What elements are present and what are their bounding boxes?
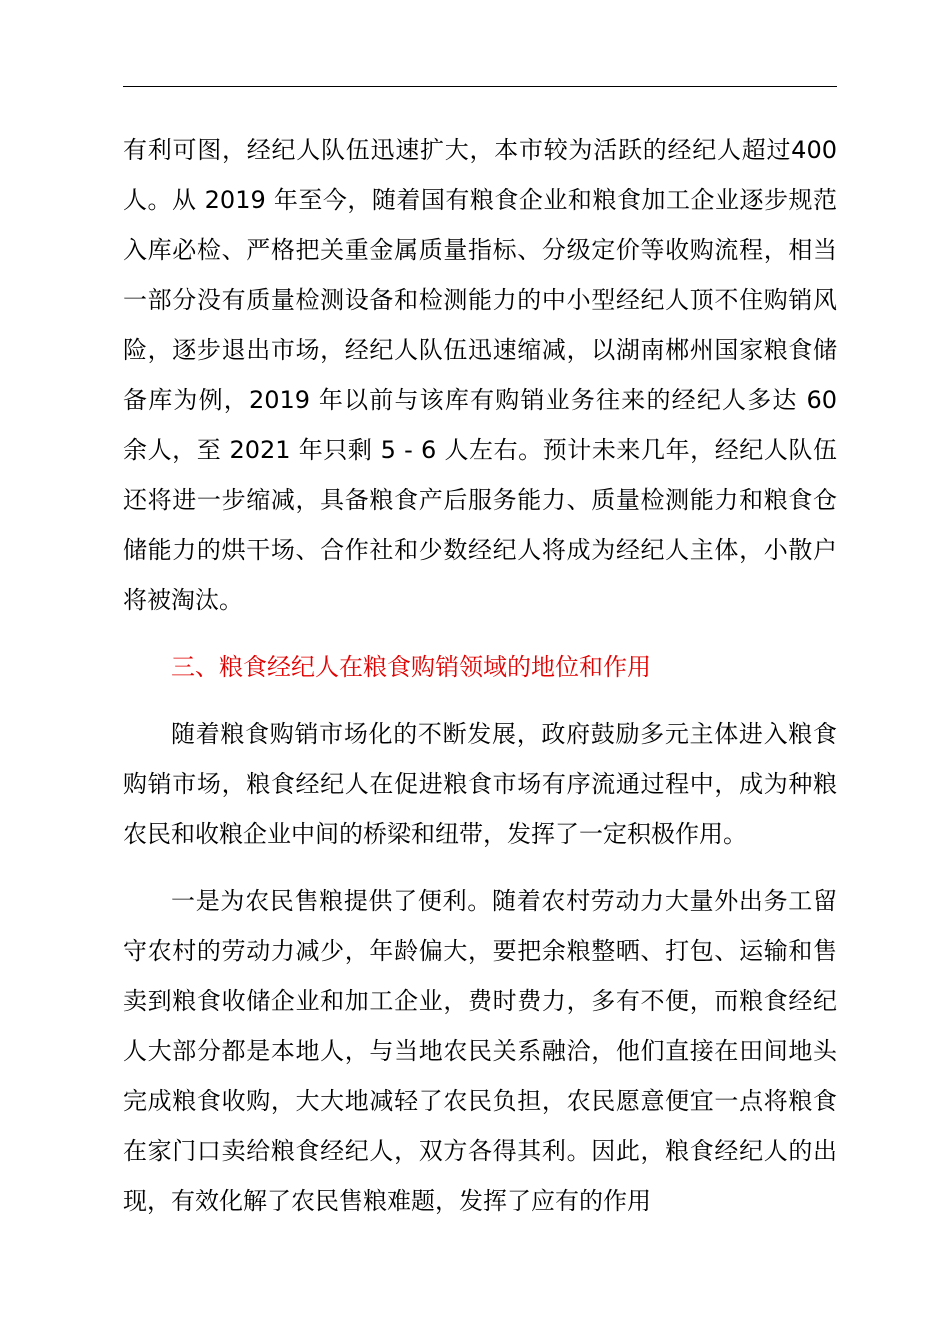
paragraph-continuation: 有利可图，经纪人队伍迅速扩大，本市较为活跃的经纪人超过400 人。从 2019 年至今，随着国有粮食企业和粮食加工企业逐步规范入库必检、严格把关重金属质量指标、分级定价等收购流程，相当一部分没有质量检测设备和检测能力的中小型经纪人顶不住购销风险，逐步退出市场，经纪人队伍迅速缩减，以湖南郴州国家粮食储备库为例，2019 年以前与该库有购销业务往来的经纪人多达 60 余人，至 2021 年只剩 5 - 6 人左右。预计未来几年，经纪人队伍还将进一步缩减，具备粮食产后服务能力、质量检测能力和粮食仓储能力的烘干场、合作社和少数经纪人将成为经纪人主体，小散户将被淘汰。 [123, 136, 837, 614]
spacer [123, 692, 837, 709]
header-rule [123, 86, 837, 87]
document-body [123, 125, 837, 1226]
spacer [123, 625, 837, 642]
section-heading: 三、粮食经纪人在粮食购销领域的地位和作用 [171, 653, 651, 681]
paragraph-intro: 随着粮食购销市场化的不断发展，政府鼓励多元主体进入粮食购销市场，粮食经纪人在促进粮食市场有序流通过程中，成为种粮农民和收粮企业中间的桥梁和纽带，发挥了一定积极作用。 [123, 720, 837, 848]
spacer [123, 859, 837, 876]
paragraph-point-one: 一是为农民售粮提供了便利。随着农村劳动力大量外出务工留守农村的劳动力减少，年龄偏大，要把余粮整晒、打包、运输和售卖到粮食收储企业和加工企业，费时费力，多有不便，而粮食经纪人大部分都是本地人，与当地农民关系融洽，他们直接在田间地头完成粮食收购，大大地减轻了农民负担，农民愿意便宜一点将粮食在家门口卖给粮食经纪人，双方各得其利。因此，粮食经纪人的出现，有效化解了农民售粮难题，发挥了应有的作用 [123, 887, 837, 1215]
